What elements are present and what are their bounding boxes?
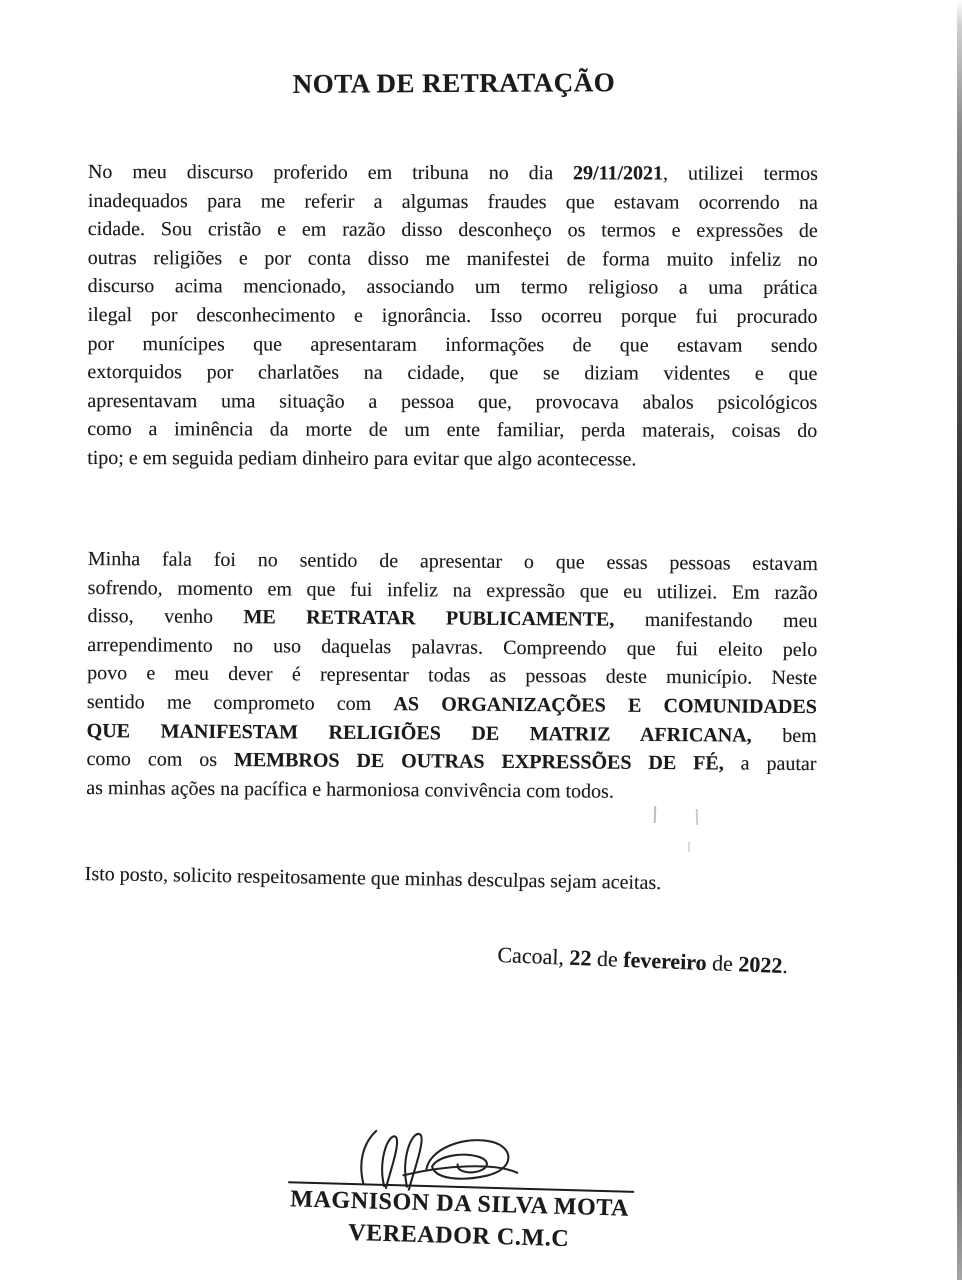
signature-block <box>268 1113 652 1274</box>
handwritten-signature-icon <box>345 1117 532 1194</box>
signatory-name: MAGNISON DA SILVA MOTA <box>289 1186 630 1222</box>
paragraph-1: No meu discurso proferido em tribuna no dia 29/11/2021, utilizei termos inadequados para me referir a algumas fraudes que estavam ocorrendo na cidade. Sou cristão e em razão disso desconheço os termos e expressões de outras religiões e por conta disso me manifestei de forma muito infeliz no discurso acima mencionado, associando um termo religioso a uma prática ilegal por desconhecimento e ignorância. Isso ocorreu porque fui procurado por munícipes que apresentaram informações de que estavam sendo extorquidos por charlatões na cidade, que se diziam videntes e que apresentavam uma situação a pessoa que, provocava abalos psicológicos como a iminência da morte de um ente familiar, perda materais, coisas do tipo; e em seguida pediam dinheiro para evitar que algo acontecesse. <box>87 160 818 471</box>
document-title: NOTA DE RETRATAÇÃO <box>292 67 616 99</box>
scan-edge-shadow <box>957 0 962 1280</box>
paragraph-2: Minha fala foi no sentido de apresentar o que essas pessoas estavam sofrendo, momento em que fui infeliz na expressão que eu utilizei. Em razão disso, venho ME RETRATAR PUBLICAMENTE, manifestando meu arrependimento no uso daquelas palavras. Compreendo que fui eleito pelo povo e meu dever é representar todas as pessoas deste município. Neste sentido me comprometo com AS ORGANIZAÇÕES E COMUNIDADES QUE MANIFESTAM RELIGIÕES DE MATRIZ AFRICANA, bem como com os MEMBROS DE OUTRAS EXPRESSÕES DE FÉ, a pautar as minhas ações na pacífica e harmoniosa convivência com todos. <box>86 547 818 803</box>
scan-smudge <box>688 842 690 852</box>
scan-smudge <box>654 806 657 823</box>
signatory-role: VEREADOR C.M.C <box>347 1219 570 1253</box>
scan-smudge <box>696 809 699 825</box>
closing-paragraph: Isto posto, solicito respeitosamente que minhas desculpas sejam aceitas. <box>84 862 662 895</box>
date-line: Cacoal, 22 de fevereiro de 2022. <box>497 942 789 979</box>
